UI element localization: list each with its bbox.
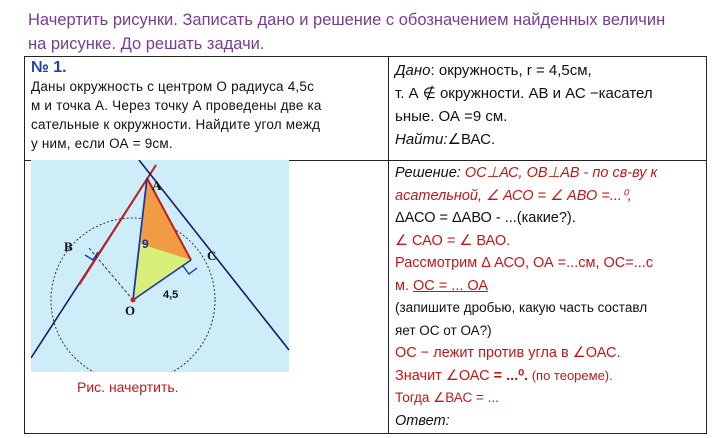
given-cell <box>389 57 707 161</box>
answer-label: Ответ: <box>395 412 450 429</box>
problem-line: у ним, если ОА = 9см. <box>31 136 173 151</box>
label-oc-length: 4,5 <box>163 289 179 301</box>
given-line-3: ьные. ОА =9 см. <box>395 108 508 125</box>
problem-cell <box>25 57 389 161</box>
find-value: ∠ВАС. <box>447 131 496 148</box>
solution-line-2: асательной, ∠ АСО = ∠ АВО =...⁰, <box>395 187 632 204</box>
header-line-1: Начертить рисунки. Записать дано и решение с обозначением найденных величин <box>28 11 666 29</box>
solution-label: Решение: <box>395 165 461 181</box>
given-label: Дано <box>395 62 431 79</box>
given-text: : окружность, r = 4,5см, <box>430 62 592 79</box>
label-b: B <box>64 239 73 254</box>
problem-line: сательные к окружности. Найдите угол межд <box>31 117 321 132</box>
solution-cell <box>389 161 707 434</box>
solution-line-1 <box>395 162 700 185</box>
solution-line-10 <box>395 365 700 388</box>
header-line-2: на рисунке. До решать задачи. <box>28 35 265 53</box>
solution-text: м. <box>395 277 414 294</box>
problem-line: м и точка А. Через точку А проведены две ка <box>31 98 322 113</box>
solution-line-8: яет ОС от ОА?) <box>395 322 492 338</box>
ratio-formula: ОС = ... ОА <box>413 277 489 294</box>
problem-text <box>31 77 382 153</box>
instructions-header <box>28 8 708 56</box>
solution-line-6 <box>395 275 700 298</box>
solution-text: Значит ∠ОАС <box>395 367 494 384</box>
point-o <box>131 298 136 303</box>
find-line <box>395 128 700 151</box>
given-line-1 <box>395 59 700 82</box>
label-c: C <box>207 248 217 263</box>
label-o: O <box>125 303 136 318</box>
label-a: A <box>152 178 162 193</box>
problem-line: Даны окружность с центром О радиуса 4,5с <box>31 79 315 94</box>
problem-number: № 1. <box>31 59 67 76</box>
solution-line-3: ΔАСО = ΔАВО - ...(какие?). <box>395 210 576 226</box>
angle-value: = ...⁰. <box>493 367 529 384</box>
solution-text: (по теореме). <box>528 367 613 383</box>
geometry-figure <box>31 160 293 372</box>
find-label: Найти: <box>395 131 448 148</box>
solution-line-7: (запишите дробью, какую часть составл <box>395 300 648 315</box>
figure-caption: Рис. начертить. <box>77 379 179 395</box>
solution-line-5: Рассмотрим Δ АСО, ОА =...см, ОС=...с <box>395 255 654 271</box>
solution-line-9: ОС − лежит против угла в ∠ОАС. <box>395 345 621 361</box>
solution-text: ОС⊥АС, ОВ⊥АВ - по св-ву к <box>460 165 658 181</box>
given-line-2: т. А ∉ окружности. АВ и АС −касател <box>395 85 653 102</box>
solution-line-11: Тогда ∠ВАС = ... <box>395 390 499 405</box>
label-oa-length: 9 <box>142 237 149 251</box>
solution-line-4: ∠ САО = ∠ ВАО. <box>395 232 511 249</box>
